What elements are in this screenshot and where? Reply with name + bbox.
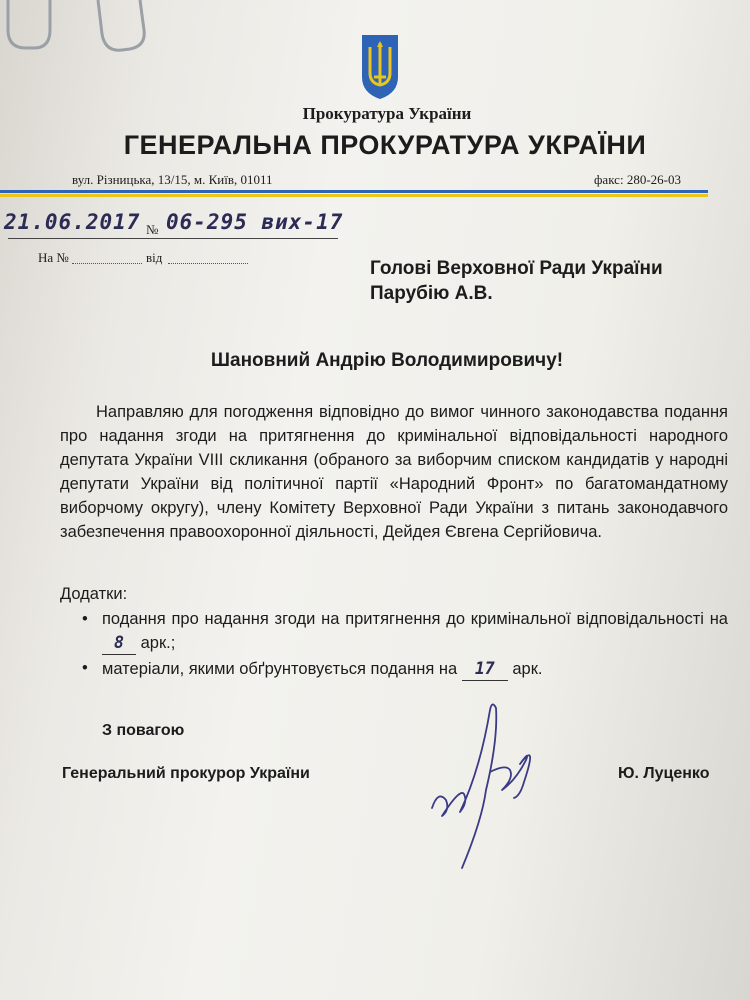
annex-sheet-count: 8 [102, 631, 136, 655]
outgoing-number: 06-295 вих-17 [166, 210, 344, 234]
annex-item-suffix: арк. [512, 660, 543, 678]
annex-item-text: подання про надання згоди на притягнення до кримінальної відповідальності на [102, 610, 728, 628]
annex-item-suffix: арк.; [140, 634, 176, 652]
addressee-name: Парубію А.В. [370, 283, 493, 304]
bullet-icon: • [82, 610, 88, 628]
annex-item-text: матеріали, якими обґрунтовується подання на [102, 660, 458, 678]
org-address: вул. Різницька, 13/15, м. Київ, 01011 [72, 172, 273, 187]
reference-from-label: від [146, 250, 163, 265]
outgoing-number-label: № [146, 222, 159, 237]
signatory-title: Генеральний прокурор України [62, 765, 310, 782]
reference-blank [72, 263, 142, 264]
tryzub-icon [360, 33, 400, 101]
bullet-icon: • [82, 659, 88, 677]
org-title: ГЕНЕРАЛЬНА ПРОКУРАТУРА УКРАЇНИ [123, 130, 647, 160]
addressee-position: Голові Верховної Ради України [370, 258, 663, 279]
flag-stripe-blue [0, 190, 708, 193]
reference-label: На № [38, 250, 69, 265]
signatory-name: Ю. Луценко [618, 765, 710, 782]
annexes-list [80, 608, 728, 683]
annex-item [80, 657, 728, 681]
annexes-title: Додатки: [60, 585, 128, 603]
org-fax: факс: 280-26-03 [594, 172, 681, 187]
outgoing-underline [8, 238, 338, 239]
flag-stripe-yellow [0, 194, 708, 197]
letter-body: Направляю для погодження відповідно до вимог чинного законодавства подання про надання згоди на притягнення до кримінальної відповідальності народного депутата України VIII скликання (обраного за виборчим списком кандидатів у народні депутати України від політичної партії «Народний Фронт» по багатомандатному виборчому округу), члену Комітету Верховної Ради України з питань законодавчого забезпечення правоохоронної діяльності, Дейдея Євгена Сергійовича. [60, 403, 728, 541]
salutation: Шановний Андрію Володимировичу! [210, 350, 564, 371]
closing-regards: З повагою [102, 722, 185, 739]
handwritten-signature [420, 700, 570, 870]
outgoing-date: 21.06.2017 [4, 210, 141, 234]
reference-date-blank [168, 263, 248, 264]
addressee [370, 256, 663, 306]
annex-sheet-count: 17 [462, 657, 508, 681]
org-subtitle: Прокуратура України [302, 104, 472, 123]
paper-clip-icon [0, 0, 160, 60]
annex-item [80, 608, 728, 655]
